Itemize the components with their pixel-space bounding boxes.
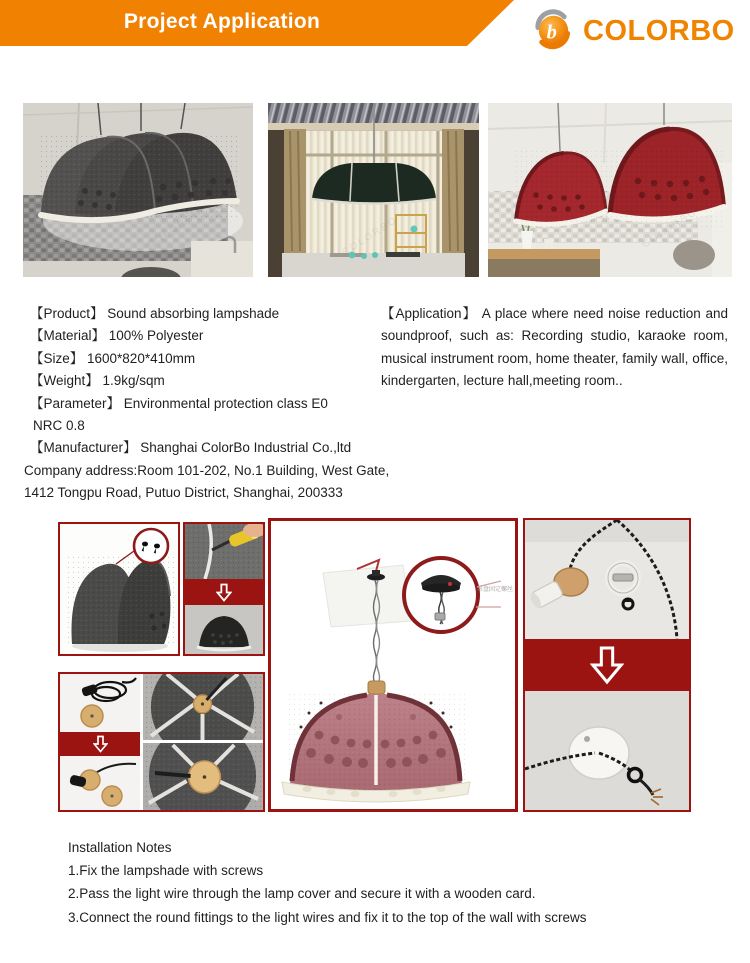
install-steps-column-fix-screws <box>183 522 265 656</box>
product-photo-red-lampshades <box>488 103 732 277</box>
down-arrow-icon <box>216 583 232 602</box>
spec-line-weight: 【Weight】 1.9kg/sqm <box>30 373 165 389</box>
install-photo-hanging-lampshade <box>268 518 518 812</box>
install-arrow-band <box>185 579 263 605</box>
install-photo-assembled-shade <box>185 605 263 654</box>
install-steps-column-cord <box>60 674 140 810</box>
spec-line-product: 【Product】 Sound absorbing lampshade <box>30 306 280 321</box>
brand-logo <box>531 7 735 55</box>
installation-step-1: 1.Fix the lampshade with screws <box>68 863 264 879</box>
install-photo-felt-top-2 <box>143 743 263 810</box>
install-photo-felt-top-1 <box>143 674 263 740</box>
installation-step-3: 3.Connect the round fittings to the light wires and fix it to the top of the wall with screws <box>68 909 587 925</box>
page-title: Project Application <box>123 10 321 33</box>
install-photo-screwdriver <box>185 524 263 579</box>
down-arrow-icon <box>590 645 624 685</box>
product-photo-gray-lampshades <box>23 103 253 277</box>
spec-line-address-1: Company address:Room 101-202, No.1 Building, West Gate, <box>24 462 390 478</box>
installation-notes-title: Installation Notes <box>68 840 172 855</box>
product-photo-green-lampshade-interior <box>268 103 479 277</box>
install-arrow-band <box>60 732 140 756</box>
install-steps-column-felt-top <box>143 674 263 810</box>
install-photo-disc-socket <box>60 756 140 810</box>
callout-annotation: 吊盘固定螺丝 <box>476 587 513 593</box>
install-photo-shells-screws <box>58 522 180 656</box>
spec-line-material: 【Material】 100% Polyester <box>30 328 204 344</box>
installation-step-2: 2.Pass the light wire through the lamp cover and secure it with a wooden card. <box>68 886 536 902</box>
product-specs <box>24 303 390 505</box>
spec-line-nrc: NRC 0.8 <box>33 418 85 434</box>
install-steps-column-fittings <box>523 518 691 812</box>
install-photo-round-fitting-wire <box>525 691 689 810</box>
down-arrow-icon <box>93 735 108 753</box>
spec-line-address-2: 1412 Tongpu Road, Putuo District, Shanghai, 200333 <box>24 485 343 501</box>
install-steps-group-wooden-card <box>58 672 265 812</box>
spec-line-manufacturer: 【Manufacturer】 Shanghai ColorBo Industrial Co.,ltd <box>30 440 352 456</box>
brand-name: COLORBO <box>583 14 735 47</box>
install-photo-cord-disc <box>60 674 140 732</box>
colorbo-logo-icon <box>531 7 574 55</box>
spec-line-size: 【Size】 1600*820*410mm <box>30 350 196 366</box>
install-photo-socket-fittings <box>525 520 689 639</box>
installation-notes <box>68 836 587 929</box>
spec-line-parameter: 【Parameter】 Environmental protection class E0 <box>30 395 328 411</box>
svg-text:b: b <box>546 21 557 44</box>
install-arrow-band <box>525 639 689 691</box>
application-paragraph: 【Application】 A place where need noise reduction and soundproof, such as: Recording studio, karaoke room, musical instrument room, home theater, family wall, office, kindergarten, lecture hall,meeting room.. <box>381 306 728 389</box>
